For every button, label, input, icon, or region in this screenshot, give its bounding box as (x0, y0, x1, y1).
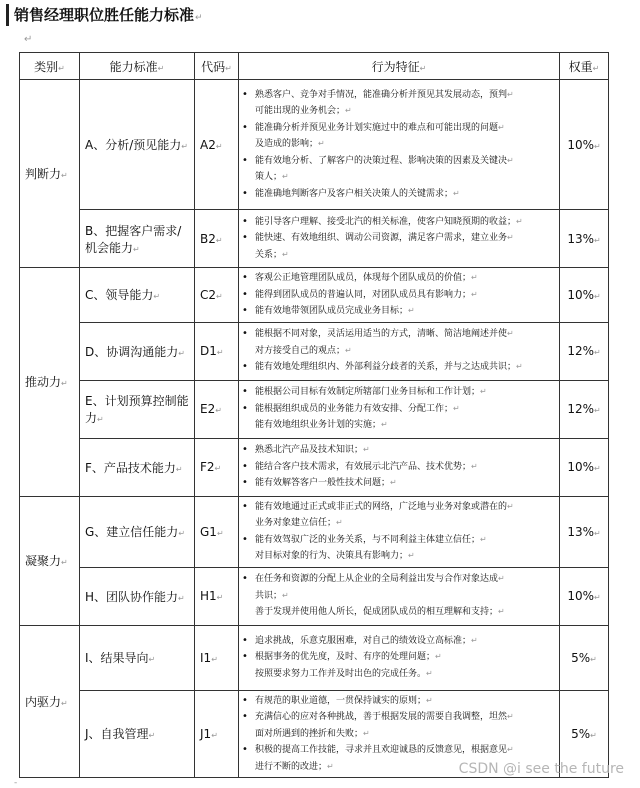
header-weight: 权重↵ (560, 53, 609, 80)
weight-cell: 13%↵ (560, 496, 609, 567)
header-code: 代码↵ (195, 53, 239, 80)
behavior-item: 能有效地组织业务计划的实施；↵ (255, 420, 388, 431)
behavior-item: • 能引导客户理解、接受北汽的相关标准，使客户知晓预期的收益；↵ (239, 214, 556, 231)
title-text: 销售经理职位胜任能力标准 (14, 6, 195, 24)
weight-cell: 10%↵ (560, 268, 609, 323)
weight-cell: 10%↵ (560, 438, 609, 496)
table-row (20, 80, 609, 210)
behavior-item: • 在任务和资源的分配上从企业的全局利益出发与合作对象达成↵ (239, 571, 556, 588)
code-cell: I1↵ (195, 625, 239, 690)
behavior-item: • 客观公正地管理团队成员，体现每个团队成员的价值；↵ (239, 270, 556, 287)
behavior-item: • 能有效地通过正式或非正式的网络，广泛地与业务对象或潜在的↵ (239, 499, 556, 516)
behavior-item: • 能得到团队成员的普遍认同，对团队成员具有影响力；↵ (239, 287, 556, 304)
behavior-item: • 充满信心的应对各种挑战，善于根据发展的需要自我调整，坦然↵ (239, 709, 556, 726)
code-cell: H1↵ (195, 567, 239, 625)
code-cell: E2↵ (195, 380, 239, 438)
end-paragraph-mark: - (14, 778, 18, 788)
table-row (20, 322, 609, 380)
behavior-item: 策人；↵ (255, 172, 289, 183)
behavior-item: 共识；↵ (255, 590, 289, 601)
weight-cell: 10%↵ (560, 567, 609, 625)
behavior-item: • 积极的提高工作技能，寻求并且欢迎诚恳的反馈意见，根据意见↵ (239, 742, 556, 759)
behavior-item: • 有规范的职业道德，一贯保持诚实的原则；↵ (239, 693, 556, 710)
code-cell: C2↵ (195, 268, 239, 323)
behavior-cell (239, 80, 560, 210)
behavior-cell (239, 567, 560, 625)
behavior-cell (239, 268, 560, 323)
competency-table (19, 52, 609, 778)
code-cell: D1↵ (195, 322, 239, 380)
standard-cell: C、领导能力↵ (80, 268, 195, 323)
behavior-item: • 能快速、有效地组织、调动公司资源，满足客户需求，建立业务↵ (239, 230, 556, 247)
behavior-cell (239, 625, 560, 690)
category-cell: 凝聚力↵ (20, 496, 80, 625)
standard-cell: G、建立信任能力↵ (80, 496, 195, 567)
standard-cell: E、计划预算控制能力↵ (80, 380, 195, 438)
behavior-cell (239, 496, 560, 567)
table-row (20, 210, 609, 268)
behavior-cell (239, 210, 560, 268)
standard-cell: J、自我管理↵ (80, 690, 195, 778)
standard-cell: B、把握客户需求/机会能力↵ (80, 210, 195, 268)
behavior-item: 及造成的影响；↵ (255, 139, 325, 150)
behavior-item: 面对所遇到的挫折和失败；↵ (255, 728, 370, 739)
behavior-item: • 能有效驾驭广泛的业务关系，与不同利益主体建立信任；↵ (239, 532, 556, 549)
watermark: CSDN @i see the future (458, 761, 624, 777)
behavior-cell (239, 438, 560, 496)
behavior-item: • 能有效地处理组织内、外部利益分歧者的关系，并与之达成共识；↵ (239, 359, 556, 376)
behavior-cell (239, 322, 560, 380)
category-cell: 内驱力↵ (20, 625, 80, 778)
behavior-item: • 能根据公司目标有效制定所辖部门业务目标和工作计划；↵ (239, 384, 556, 401)
blank-paragraph-mark: ↵ (24, 34, 33, 45)
table-row (20, 496, 609, 567)
behavior-item: • 能结合客户技术需求，有效展示北汽产品、技术优势；↵ (239, 459, 556, 476)
table-header-row (20, 53, 609, 80)
behavior-item: • 能有效解答客户一般性技术问题；↵ (239, 475, 556, 492)
weight-cell: 10%↵ (560, 80, 609, 210)
behavior-item: • 能有效地带领团队成员完成业务目标；↵ (239, 303, 556, 320)
standard-cell: H、团队协作能力↵ (80, 567, 195, 625)
behavior-item: 按照要求努力工作并及时出色的完成任务。↵ (255, 668, 433, 679)
behavior-item: 善于发现并使用他人所长，促成团队成员的相互理解和支持；↵ (255, 607, 505, 618)
category-cell: 推动力↵ (20, 268, 80, 497)
weight-cell: 12%↵ (560, 322, 609, 380)
weight-cell: 12%↵ (560, 380, 609, 438)
weight-cell: 13%↵ (560, 210, 609, 268)
code-cell: J1↵ (195, 690, 239, 778)
behavior-item: • 熟悉客户、竞争对手情况，能准确分析并预见其发展动态，预判↵ (239, 87, 556, 104)
code-cell: B2↵ (195, 210, 239, 268)
behavior-item: 对方接受自己的观点；↵ (255, 345, 352, 356)
behavior-item: 关系；↵ (255, 249, 289, 260)
behavior-item: • 根据事务的优先度，及时、有序的处理问题；↵ (239, 649, 556, 666)
header-category: 类别↵ (20, 53, 80, 80)
behavior-item: • 能根据不同对象，灵活运用适当的方式，清晰、简洁地阐述并使↵ (239, 326, 556, 343)
weight-cell: 5%↵ (560, 625, 609, 690)
table-row (20, 567, 609, 625)
standard-cell: I、结果导向↵ (80, 625, 195, 690)
table-row (20, 438, 609, 496)
table-row (20, 268, 609, 323)
behavior-cell (239, 380, 560, 438)
behavior-item: • 追求挑战，乐意克服困难，对自己的绩效设立高标准；↵ (239, 633, 556, 650)
behavior-item: 进行不断的改进；↵ (255, 761, 334, 772)
page-title (6, 4, 203, 26)
paragraph-mark: ↵ (195, 13, 203, 23)
code-cell: F2↵ (195, 438, 239, 496)
header-standard: 能力标准↵ (80, 53, 195, 80)
weight-cell: 5%↵ (560, 690, 609, 778)
code-cell: A2↵ (195, 80, 239, 210)
standard-cell: F、产品技术能力↵ (80, 438, 195, 496)
behavior-item: 业务对象建立信任；↵ (255, 518, 343, 528)
standard-cell: A、分析/预见能力↵ (80, 80, 195, 210)
standard-cell: D、协调沟通能力↵ (80, 322, 195, 380)
code-cell: G1↵ (195, 496, 239, 567)
behavior-item: 可能出现的业务机会；↵ (255, 106, 352, 117)
behavior-item: • 熟悉北汽产品及技术知识；↵ (239, 442, 556, 459)
header-behavior: 行为特征↵ (239, 53, 560, 80)
table-row (20, 625, 609, 690)
behavior-item: 对目标对象的行为、决策具有影响力；↵ (255, 551, 415, 561)
table-row (20, 380, 609, 438)
behavior-item: • 能准确地判断客户及客户相关决策人的关键需求；↵ (239, 186, 556, 203)
behavior-item: • 能有效地分析、了解客户的决策过程、影响决策的因素及关键决↵ (239, 153, 556, 170)
category-cell: 判断力↵ (20, 80, 80, 268)
behavior-item: • 能准确分析并预见业务计划实施过中的难点和可能出现的问题↵ (239, 120, 556, 137)
behavior-item: • 能根据组织成员的业务能力有效安排、分配工作；↵ (239, 401, 556, 418)
